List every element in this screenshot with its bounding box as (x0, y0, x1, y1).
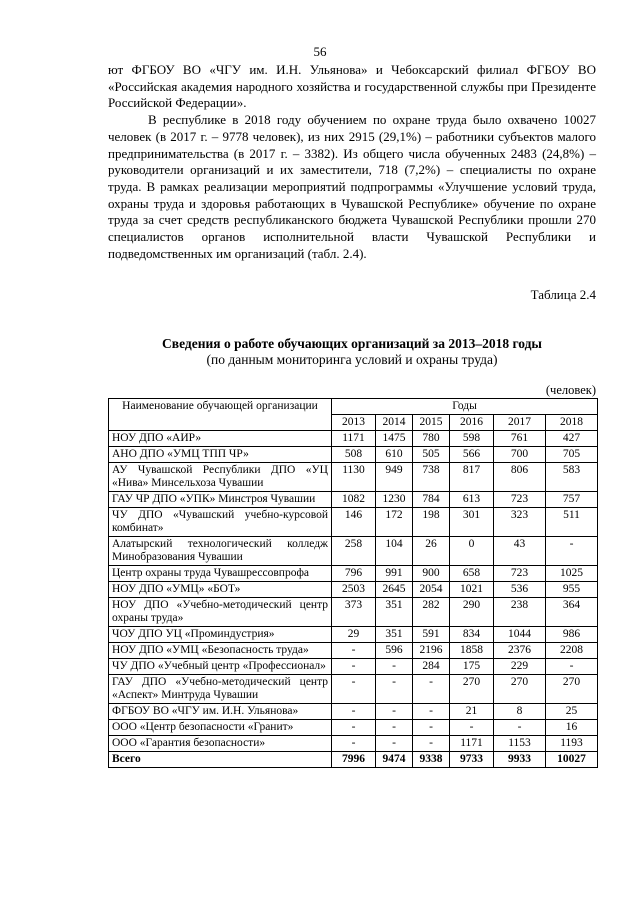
organization-name: Алатырский технологический колледж Минобразования Чувашии (109, 537, 332, 566)
year-value: 1021 (450, 582, 494, 598)
table-label: Таблица 2.4 (530, 287, 596, 302)
year-value: 175 (450, 659, 494, 675)
page-number: 56 (313, 44, 327, 59)
year-value: 9733 (450, 752, 494, 768)
year-value: 364 (546, 598, 598, 627)
year-value: 583 (546, 463, 598, 492)
year-value: 198 (413, 508, 450, 537)
year-value: 511 (546, 508, 598, 537)
year-value: 172 (376, 508, 413, 537)
paragraph-training-stats: В республике в 2018 году обучением по охране труда было охвачено 10027 человек (в 2017 г. – 9778 человек), из них 2915 (29,1%) – работники субъектов малого предпринимательства (в 2017 г. – 3382). Из общего числа обученных 2483 (24,8%) – руководители организаций и их заместители, 718 (7,2%) – специалисты по охране труда. В рамках реализации мероприятий подпрограммы «Улучшение условий труда, охраны труда и здоровья работающих в Чувашской Республике» обучение по охране труда за счет средств республиканского бюджета Чувашской Республики прошли 270 специалистов органов исполнительной власти Чувашской Республики и подведомственных им организаций (табл. 2.4). (108, 112, 596, 261)
year-value: 1858 (450, 643, 494, 659)
year-value: 427 (546, 431, 598, 447)
year-value: 323 (494, 508, 546, 537)
year-value: 705 (546, 447, 598, 463)
table-body (109, 431, 598, 768)
year-value: 613 (450, 492, 494, 508)
table-row (109, 736, 598, 752)
table-row (109, 492, 598, 508)
organization-name: Центр охраны труда Чувашрессовпрофа (109, 566, 332, 582)
year-value: 1044 (494, 627, 546, 643)
year-value: 986 (546, 627, 598, 643)
header-organization-name: Наименование обучающей организации (109, 399, 332, 431)
year-value: 817 (450, 463, 494, 492)
table-row (109, 508, 598, 537)
header-year: 2014 (376, 415, 413, 431)
year-value: 658 (450, 566, 494, 582)
organization-name: Всего (109, 752, 332, 768)
year-value: 9474 (376, 752, 413, 768)
organization-name: НОУ ДПО «УМЦ» «БОТ» (109, 582, 332, 598)
header-year: 2016 (450, 415, 494, 431)
year-value: 373 (332, 598, 376, 627)
table-row (109, 627, 598, 643)
table-row (109, 566, 598, 582)
year-value: - (413, 704, 450, 720)
year-value: 723 (494, 566, 546, 582)
year-value: 508 (332, 447, 376, 463)
year-value: 9338 (413, 752, 450, 768)
year-value: - (332, 720, 376, 736)
organization-name: ЧОУ ДПО УЦ «Проминдустрия» (109, 627, 332, 643)
organization-name: ФГБОУ ВО «ЧГУ им. И.Н. Ульянова» (109, 704, 332, 720)
year-value: 2196 (413, 643, 450, 659)
organization-name: АНО ДПО «УМЦ ТПП ЧР» (109, 447, 332, 463)
year-value: 761 (494, 431, 546, 447)
training-organizations-table (108, 398, 598, 768)
year-value: 238 (494, 598, 546, 627)
year-value: 1193 (546, 736, 598, 752)
year-value: - (376, 736, 413, 752)
year-value: - (376, 659, 413, 675)
organization-name: НОУ ДПО «Учебно-методический центр охраны труда» (109, 598, 332, 627)
year-value: 723 (494, 492, 546, 508)
year-value: 566 (450, 447, 494, 463)
year-value: 284 (413, 659, 450, 675)
year-value: 796 (332, 566, 376, 582)
year-value: 2376 (494, 643, 546, 659)
year-value: 7996 (332, 752, 376, 768)
year-value: 1153 (494, 736, 546, 752)
year-value: 2645 (376, 582, 413, 598)
header-year: 2017 (494, 415, 546, 431)
year-value: 991 (376, 566, 413, 582)
year-value: 780 (413, 431, 450, 447)
table-row (109, 598, 598, 627)
year-value: 900 (413, 566, 450, 582)
header-year: 2013 (332, 415, 376, 431)
organization-name: ГАУ ЧР ДПО «УПК» Минстроя Чувашии (109, 492, 332, 508)
body-text (108, 62, 596, 262)
year-value: 2503 (332, 582, 376, 598)
organization-name: ЧУ ДПО «Чувашский учебно-курсовой комбинат» (109, 508, 332, 537)
year-value: 43 (494, 537, 546, 566)
year-value: 1025 (546, 566, 598, 582)
year-value: 1171 (332, 431, 376, 447)
table-row (109, 659, 598, 675)
table-title: Сведения о работе обучающих организаций за 2013–2018 годы (162, 336, 542, 351)
year-value: 536 (494, 582, 546, 598)
year-value: 806 (494, 463, 546, 492)
year-value: - (413, 736, 450, 752)
year-value: 270 (450, 675, 494, 704)
organization-name: ЧУ ДПО «Учебный центр «Профессионал» (109, 659, 332, 675)
year-value: 104 (376, 537, 413, 566)
table-row (109, 720, 598, 736)
organization-name: ООО «Центр безопасности «Гранит» (109, 720, 332, 736)
year-value: 2054 (413, 582, 450, 598)
year-value: 351 (376, 627, 413, 643)
year-value: 290 (450, 598, 494, 627)
year-value: 955 (546, 582, 598, 598)
year-value: 258 (332, 537, 376, 566)
year-value: - (376, 720, 413, 736)
year-value: 270 (546, 675, 598, 704)
year-value: 1171 (450, 736, 494, 752)
year-value: - (546, 537, 598, 566)
year-value: 1230 (376, 492, 413, 508)
year-value: 700 (494, 447, 546, 463)
organization-name: АУ Чувашской Республики ДПО «УЦ «Нива» Минсельхоза Чувашии (109, 463, 332, 492)
year-value: - (332, 704, 376, 720)
year-value: 1082 (332, 492, 376, 508)
year-value: 505 (413, 447, 450, 463)
header-years: Годы (332, 399, 598, 415)
year-value: 610 (376, 447, 413, 463)
year-value: - (546, 659, 598, 675)
table-row (109, 675, 598, 704)
year-value: 8 (494, 704, 546, 720)
year-value: 757 (546, 492, 598, 508)
paragraph-continuation: ют ФГБОУ ВО «ЧГУ им. И.Н. Ульянова» и Чебоксарский филиал ФГБОУ ВО «Российская академия народного хозяйства и государственной службы при Президенте Российской Федерации». (108, 62, 596, 111)
year-value: 282 (413, 598, 450, 627)
year-value: - (332, 736, 376, 752)
organization-name: ООО «Гарантия безопасности» (109, 736, 332, 752)
header-year: 2015 (413, 415, 450, 431)
year-value: 949 (376, 463, 413, 492)
total-row (109, 752, 598, 768)
year-value: - (332, 675, 376, 704)
year-value: 146 (332, 508, 376, 537)
year-value: - (376, 675, 413, 704)
organization-name: НОУ ДПО «УМЦ «Безопасность труда» (109, 643, 332, 659)
year-value: 598 (450, 431, 494, 447)
year-value: 784 (413, 492, 450, 508)
header-row (109, 399, 598, 415)
year-value: 591 (413, 627, 450, 643)
year-value: 270 (494, 675, 546, 704)
table-row (109, 704, 598, 720)
year-value: 229 (494, 659, 546, 675)
year-value: 596 (376, 643, 413, 659)
year-value: 0 (450, 537, 494, 566)
year-value: 29 (332, 627, 376, 643)
organization-name: ГАУ ДПО «Учебно-методический центр «Аспект» Минтруда Чувашии (109, 675, 332, 704)
table-row (109, 447, 598, 463)
organization-name: НОУ ДПО «АИР» (109, 431, 332, 447)
table-row (109, 582, 598, 598)
year-value: - (332, 643, 376, 659)
table-row (109, 643, 598, 659)
year-value: 9933 (494, 752, 546, 768)
year-value: 1130 (332, 463, 376, 492)
year-value: 301 (450, 508, 494, 537)
year-value: - (450, 720, 494, 736)
table-row (109, 431, 598, 447)
year-value: - (494, 720, 546, 736)
table-row (109, 463, 598, 492)
table-row (109, 537, 598, 566)
header-year: 2018 (546, 415, 598, 431)
year-value: - (332, 659, 376, 675)
year-value: 26 (413, 537, 450, 566)
year-value: 10027 (546, 752, 598, 768)
year-value: - (413, 675, 450, 704)
year-value: 16 (546, 720, 598, 736)
year-value: - (413, 720, 450, 736)
table-unit: (человек) (545, 383, 596, 397)
year-value: 2208 (546, 643, 598, 659)
table-subtitle: (по данным мониторинга условий и охраны труда) (206, 352, 498, 367)
year-value: 834 (450, 627, 494, 643)
year-value: 1475 (376, 431, 413, 447)
year-value: 351 (376, 598, 413, 627)
year-value: 25 (546, 704, 598, 720)
year-value: 21 (450, 704, 494, 720)
year-value: 738 (413, 463, 450, 492)
year-value: - (376, 704, 413, 720)
